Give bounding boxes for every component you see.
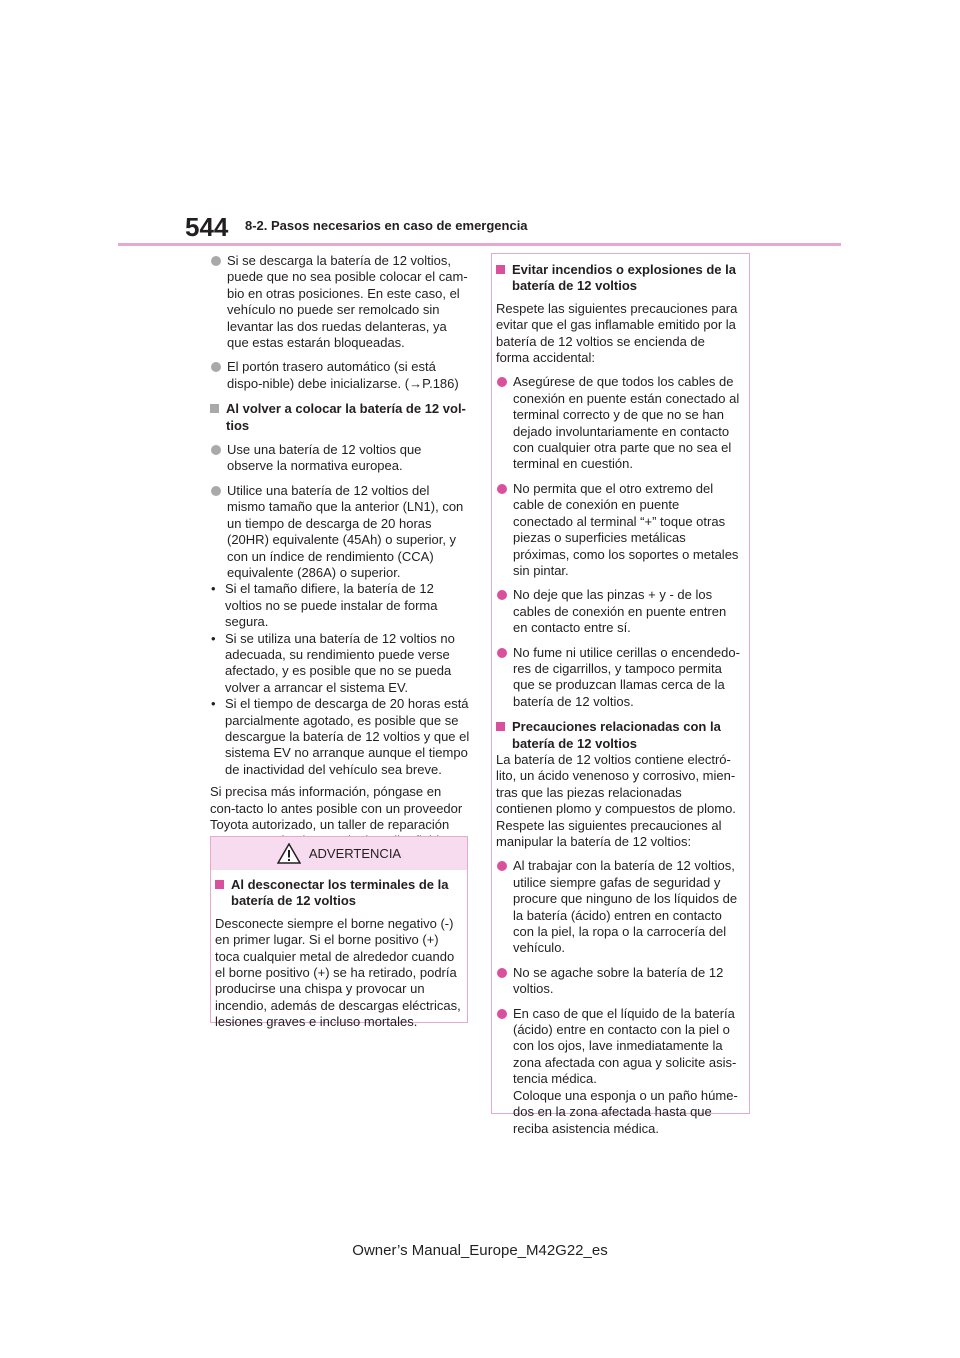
subsection-heading <box>496 262 740 295</box>
subsection-heading-text: Precauciones relacionadas con la batería de 12 voltios <box>512 719 721 751</box>
bullet-icon <box>497 968 507 978</box>
list-item-text: No fume ni utilice cerillas o encendedo-res de cigarrillos, y tampoco permita que se produzcan llamas cerca de la batería de 12 voltios. <box>513 644 740 709</box>
paragraph: La batería de 12 voltios contiene electró-lito, un ácido venenoso y corrosivo, mien-tras que las piezas relacionadas contienen plomo y compuestos de plomo. Respete las siguientes precauciones al manipular la batería de 12 voltios: <box>496 751 736 849</box>
sub-list-item <box>210 696 470 778</box>
list-item-text: No se agache sobre la batería de 12 voltios. <box>513 964 724 997</box>
list-item <box>496 587 740 636</box>
header-divider <box>118 243 841 246</box>
list-item <box>496 374 740 472</box>
list-item <box>210 442 470 475</box>
warning-box <box>210 836 468 1030</box>
left-column <box>210 253 470 850</box>
subsection-heading-text: Al volver a colocar la batería de 12 vol-tios <box>226 401 466 433</box>
subsection-heading <box>496 719 740 752</box>
square-bullet-icon <box>496 722 505 731</box>
paragraph: Desconecte siempre el borne negativo (-) en primer lugar. Si el borne positivo (+) toca cualquier metal de alrededor cuando el borne positivo (+) se ha retirado, podría producirse una chispa y provocar un incendio, además de descargas eléctricas, lesiones graves e incluso mortales. <box>215 915 461 1030</box>
sub-list-item-text: Si se utiliza una batería de 12 voltios no adecuada, su rendimiento puede verse afectado, y es posible que no se pueda volver a arrancar el sistema EV. <box>225 630 455 695</box>
sub-list-item-text: Si el tiempo de descarga de 20 horas está parcialmente agotado, es posible que se descargue la batería de 12 voltios y que el sistema EV no arranque aunque el tiempo de inactividad del vehículo sea breve. <box>225 696 470 777</box>
bullet-icon <box>497 484 507 494</box>
list-item <box>496 858 740 956</box>
list-item-text <box>513 1006 740 1137</box>
list-item <box>210 483 470 581</box>
list-item-text: Si se descarga la batería de 12 voltios, puede que no sea posible colocar el cam-bio en otras posiciones. En este caso, el vehículo no puede ser remolcado sin levantar las dos ruedas delanteras, ya que estas estarán bloqueadas. <box>227 253 468 351</box>
sub-list-item <box>210 631 470 697</box>
bullet-icon <box>211 362 221 372</box>
bullet-icon <box>497 861 507 871</box>
bullet-icon <box>211 256 221 266</box>
list-item <box>210 359 470 392</box>
list-item-text: No deje que las pinzas + y - de los cables de conexión en puente entren en contacto entre sí. <box>513 587 727 636</box>
list-item-text: Al trabajar con la batería de 12 voltios, utilice siempre gafas de seguridad y procure que ninguno de los líquidos de la batería (ácido) entren en contacto con la piel, la ropa o la carrocería del vehículo. <box>513 858 738 956</box>
square-bullet-icon <box>496 265 505 274</box>
subsection-heading-text: Al desconectar los terminales de la batería de 12 voltios <box>231 877 449 909</box>
warning-header <box>211 837 467 870</box>
paragraph: Si precisa más información, póngase en con-tacto lo antes posible con un proveedor Toyota autorizado, un taller de reparación <box>210 784 463 832</box>
square-bullet-icon <box>210 404 219 413</box>
bullet-icon <box>211 486 221 496</box>
list-item-text: Utilice una batería de 12 voltios del mismo tamaño que la anterior (LN1), con un tiempo de descarga de 20 horas (20HR) equivalente (45Ah) o superior, y con un índice de rendimiento (CCA) equivalente (286A) o superior. <box>227 482 464 580</box>
bullet-icon <box>497 1009 507 1019</box>
bullet-icon <box>497 377 507 387</box>
list-item-text: Asegúrese de que todos los cables de conexión en puente están conectado al terminal correcto y de que no se han dejado involuntariamente en contacto con cualquier otra parte que no sea el terminal en cuestión. <box>513 374 740 472</box>
bullet-icon <box>497 590 507 600</box>
square-bullet-icon <box>215 880 224 889</box>
page-number: 544 <box>185 212 229 242</box>
warning-body <box>211 870 467 1031</box>
caution-content <box>496 262 740 1137</box>
warning-triangle-icon <box>277 843 301 864</box>
list-item-text-part: Coloque una esponja o un paño húme-dos en la zona afectada hasta que reciba asistencia médica. <box>513 1087 738 1136</box>
list-item <box>496 965 740 998</box>
list-item <box>210 253 470 351</box>
subsection-heading-text: Evitar incendios o explosiones de la batería de 12 voltios <box>512 262 736 294</box>
list-item-text: El portón trasero automático (si está dispo-nible) debe inicializarse. (→P.186) <box>227 359 459 391</box>
warning-title: ADVERTENCIA <box>308 846 402 861</box>
list-item-text: Use una batería de 12 voltios que observe la normativa europea. <box>227 442 422 474</box>
subsection-heading <box>215 877 461 910</box>
sub-bullet-mark: • <box>211 696 216 712</box>
list-item <box>496 645 740 711</box>
section-title: 8-2. Pasos necesarios en caso de emergencia <box>245 218 528 233</box>
list-item <box>496 481 740 579</box>
footer-text: Owner’s Manual_Europe_M42G22_es <box>352 1242 608 1259</box>
paragraph: Respete las siguientes precauciones para evitar que el gas inflamable emitido por la batería de 12 voltios se encienda de forma accidental: <box>496 300 738 366</box>
list-item-text-part: En caso de que el líquido de la batería (ácido) entre en contacto con la piel o con los ojos, lave inmediatamente la zona afectada con agua y solicite asis-tencia médica. <box>513 1005 737 1087</box>
sub-list-item-text: Si el tamaño difiere, la batería de 12 voltios no se puede instalar de forma segura. <box>225 581 438 630</box>
sub-list-item <box>210 581 470 630</box>
bullet-icon <box>211 445 221 455</box>
caution-box <box>491 253 750 1136</box>
bullet-icon <box>497 648 507 658</box>
subsection-heading <box>210 401 470 434</box>
list-item <box>496 1006 740 1137</box>
list-item-text: No permita que el otro extremo del cable de conexión en puente conectado al terminal “+” toque otras piezas o superficies metálicas próximas, como los soportes o metales sin pintar. <box>513 480 739 578</box>
sub-bullet-mark: • <box>211 581 216 597</box>
sub-bullet-mark: • <box>211 630 216 646</box>
